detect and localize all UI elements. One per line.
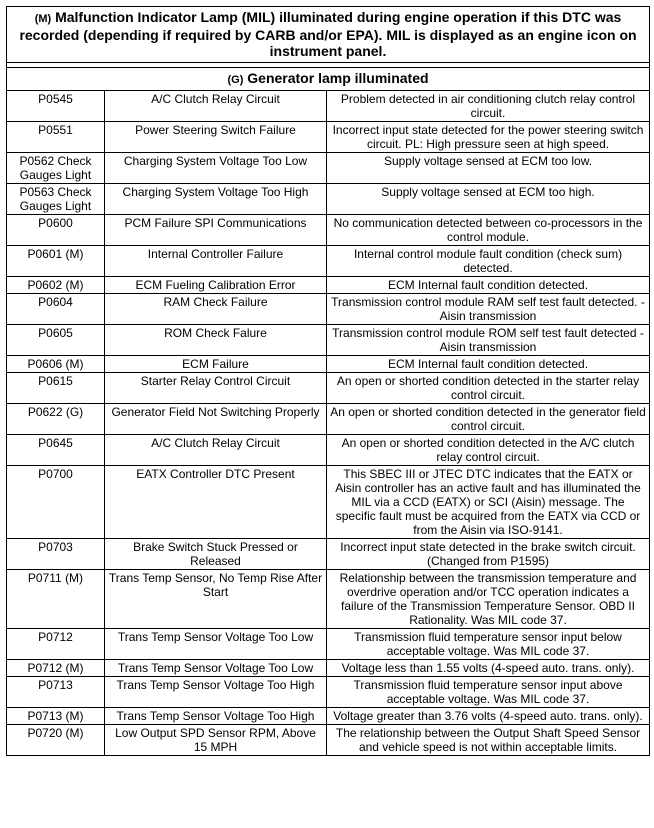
dtc-code-cell: P0703: [7, 539, 105, 570]
table-row: [7, 184, 650, 215]
dtc-description-cell: This SBEC III or JTEC DTC indicates that the EATX or Aisin controller has an active fault and has illuminated the MIL via a CCD (EATX) or SCI (Aisin) message. The specific fault must be acquired from the EATX via CCD or from the Aisin via ISO-9141.: [327, 466, 650, 539]
dtc-code-cell: P0562 Check Gauges Light: [7, 153, 105, 184]
table-row: [7, 122, 650, 153]
table-row: [7, 404, 650, 435]
generator-subheader-row: [7, 68, 650, 91]
dtc-description-cell: Supply voltage sensed at ECM too high.: [327, 184, 650, 215]
dtc-name-cell: A/C Clutch Relay Circuit: [105, 91, 327, 122]
dtc-name-cell: EATX Controller DTC Present: [105, 466, 327, 539]
generator-subheader-cell: [7, 68, 650, 91]
dtc-name-cell: Power Steering Switch Failure: [105, 122, 327, 153]
table-row: [7, 294, 650, 325]
mil-header-row: [7, 7, 650, 63]
dtc-name-cell: Trans Temp Sensor Voltage Too Low: [105, 629, 327, 660]
dtc-description-cell: Voltage less than 1.55 volts (4-speed auto. trans. only).: [327, 660, 650, 677]
dtc-name-cell: Trans Temp Sensor, No Temp Rise After Start: [105, 570, 327, 629]
table-row: [7, 277, 650, 294]
dtc-name-cell: Trans Temp Sensor Voltage Too Low: [105, 660, 327, 677]
table-row: [7, 153, 650, 184]
dtc-code-cell: P0711 (M): [7, 570, 105, 629]
table-row: [7, 373, 650, 404]
dtc-code-cell: P0713: [7, 677, 105, 708]
dtc-name-cell: Brake Switch Stuck Pressed or Released: [105, 539, 327, 570]
dtc-code-cell: P0551: [7, 122, 105, 153]
generator-tag: (G): [227, 74, 244, 86]
dtc-description-cell: Transmission control module ROM self test fault detected -Aisin transmission: [327, 325, 650, 356]
table-row: [7, 660, 650, 677]
dtc-code-cell: P0600: [7, 215, 105, 246]
dtc-description-cell: ECM Internal fault condition detected.: [327, 277, 650, 294]
dtc-description-cell: Internal control module fault condition (check sum) detected.: [327, 246, 650, 277]
dtc-code-cell: P0712: [7, 629, 105, 660]
dtc-code-cell: P0720 (M): [7, 725, 105, 756]
dtc-code-cell: P0602 (M): [7, 277, 105, 294]
dtc-description-cell: Transmission fluid temperature sensor input above acceptable voltage. Was MIL code 37.: [327, 677, 650, 708]
dtc-name-cell: Starter Relay Control Circuit: [105, 373, 327, 404]
dtc-name-cell: RAM Check Failure: [105, 294, 327, 325]
table-row: [7, 435, 650, 466]
dtc-description-cell: An open or shorted condition detected in the A/C clutch relay control circuit.: [327, 435, 650, 466]
mil-tag: (M): [34, 13, 52, 25]
dtc-description-cell: Voltage greater than 3.76 volts (4-speed auto. trans. only).: [327, 708, 650, 725]
dtc-description-cell: Relationship between the transmission temperature and overdrive operation and/or TCC operation indicates a failure of the Transmission Temperature Sensor. OBD II Rationality. Was MIL code 37.: [327, 570, 650, 629]
dtc-code-cell: P0713 (M): [7, 708, 105, 725]
table-row: [7, 629, 650, 660]
table-row: [7, 539, 650, 570]
dtc-code-cell: P0712 (M): [7, 660, 105, 677]
dtc-code-cell: P0622 (G): [7, 404, 105, 435]
dtc-code-cell: P0645: [7, 435, 105, 466]
dtc-name-cell: Charging System Voltage Too High: [105, 184, 327, 215]
dtc-name-cell: ECM Failure: [105, 356, 327, 373]
dtc-description-cell: ECM Internal fault condition detected.: [327, 356, 650, 373]
dtc-code-cell: P0601 (M): [7, 246, 105, 277]
dtc-table-body: [7, 7, 650, 756]
dtc-code-cell: P0605: [7, 325, 105, 356]
dtc-name-cell: ROM Check Falure: [105, 325, 327, 356]
dtc-code-cell: P0606 (M): [7, 356, 105, 373]
dtc-name-cell: Trans Temp Sensor Voltage Too High: [105, 708, 327, 725]
dtc-name-cell: Trans Temp Sensor Voltage Too High: [105, 677, 327, 708]
dtc-code-cell: P0615: [7, 373, 105, 404]
dtc-name-cell: Low Output SPD Sensor RPM, Above 15 MPH: [105, 725, 327, 756]
table-row: [7, 246, 650, 277]
table-row: [7, 466, 650, 539]
dtc-description-cell: Transmission fluid temperature sensor input below acceptable voltage. Was MIL code 37.: [327, 629, 650, 660]
dtc-description-cell: Transmission control module RAM self test fault detected. -Aisin transmission: [327, 294, 650, 325]
table-row: [7, 570, 650, 629]
generator-subheader-text: Generator lamp illuminated: [247, 70, 429, 86]
dtc-name-cell: Charging System Voltage Too Low: [105, 153, 327, 184]
dtc-code-cell: P0700: [7, 466, 105, 539]
table-row: [7, 356, 650, 373]
dtc-name-cell: PCM Failure SPI Communications: [105, 215, 327, 246]
dtc-description-cell: Problem detected in air conditioning clutch relay control circuit.: [327, 91, 650, 122]
table-row: [7, 325, 650, 356]
dtc-code-cell: P0604: [7, 294, 105, 325]
dtc-description-cell: The relationship between the Output Shaft Speed Sensor and vehicle speed is not within acceptable limits.: [327, 725, 650, 756]
dtc-name-cell: Generator Field Not Switching Properly: [105, 404, 327, 435]
dtc-name-cell: A/C Clutch Relay Circuit: [105, 435, 327, 466]
dtc-table-sheet: [6, 6, 649, 756]
dtc-description-cell: No communication detected between co-processors in the control module.: [327, 215, 650, 246]
dtc-table: [6, 6, 650, 756]
mil-header-cell: [7, 7, 650, 63]
table-row: [7, 708, 650, 725]
dtc-code-cell: P0545: [7, 91, 105, 122]
table-row: [7, 215, 650, 246]
dtc-description-cell: An open or shorted condition detected in the generator field control circuit.: [327, 404, 650, 435]
dtc-description-cell: Supply voltage sensed at ECM too low.: [327, 153, 650, 184]
dtc-description-cell: Incorrect input state detected in the brake switch circuit. (Changed from P1595): [327, 539, 650, 570]
dtc-name-cell: ECM Fueling Calibration Error: [105, 277, 327, 294]
dtc-description-cell: Incorrect input state detected for the power steering switch circuit. PL: High pressure seen at high speed.: [327, 122, 650, 153]
dtc-name-cell: Internal Controller Failure: [105, 246, 327, 277]
table-row: [7, 677, 650, 708]
mil-header-text: Malfunction Indicator Lamp (MIL) illuminated during engine operation if this DTC was recorded (depending if required by CARB and/or EPA). MIL is displayed as an engine icon on instrument panel.: [19, 9, 637, 59]
table-row: [7, 91, 650, 122]
dtc-code-cell: P0563 Check Gauges Light: [7, 184, 105, 215]
table-row: [7, 725, 650, 756]
dtc-description-cell: An open or shorted condition detected in the starter relay control circuit.: [327, 373, 650, 404]
